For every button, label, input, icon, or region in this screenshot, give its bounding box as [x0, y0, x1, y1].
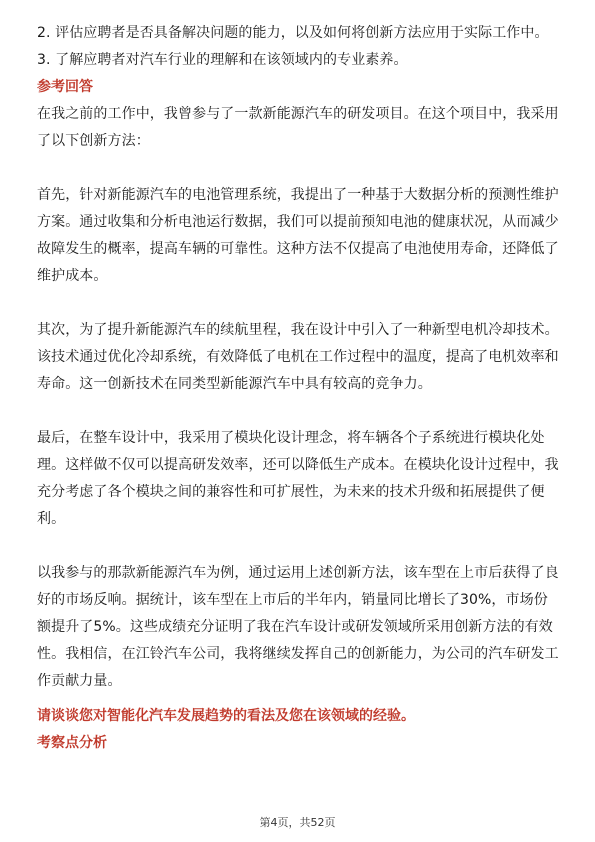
- answer-paragraph: [37, 425, 559, 533]
- intro-point: 2. 评估应聘者是否具备解决问题的能力，以及如何将创新方法应用于实际工作中。: [37, 25, 549, 41]
- page-footer: 第4页，共52页: [259, 816, 336, 829]
- answer-paragraph: [37, 317, 559, 398]
- intro-point: 3. 了解应聘者对汽车行业的理解和在该领域内的专业素养。: [37, 52, 408, 68]
- answer-paragraph: [37, 182, 559, 290]
- answer-paragraph: [37, 101, 559, 155]
- answer-paragraph: [37, 560, 559, 695]
- document-page: [37, 20, 559, 757]
- paragraph-text: 最后，在整车设计中，我采用了模块化设计理念，将车辆各个子系统进行模块化处理。这样做不仅可以提高研发效率，还可以降低生产成本。在模块化设计过程中，我充分考虑了各个模块之间的兼容性和可扩展性，为未来的技术升级和拓展提供了便利。: [37, 430, 559, 527]
- answer-heading: 参考回答: [37, 79, 93, 95]
- paragraph-text: 首先，针对新能源汽车的电池管理系统，我提出了一种基于大数据分析的预测性维护方案。通过收集和分析电池运行数据，我们可以提前预知电池的健康状况，从而减少故障发生的概率，提高车辆的可靠性。这种方法不仅提高了电池使用寿命，还降低了维护成本。: [37, 187, 559, 284]
- paragraph-text: 在我之前的工作中，我曾参与了一款新能源汽车的研发项目。在这个项目中，我采用了以下创新方法：: [37, 106, 559, 149]
- paragraph-text: 其次，为了提升新能源汽车的续航里程，我在设计中引入了一种新型电机冷却技术。该技术通过优化冷却系统，有效降低了电机在工作过程中的温度，提高了电机效率和寿命。这一创新技术在同类型新能源汽车中具有较高的竞争力。: [37, 322, 559, 392]
- analysis-heading: 考察点分析: [37, 735, 107, 751]
- next-question: 请谈谈您对智能化汽车发展趋势的看法及您在该领域的经验。: [37, 708, 415, 724]
- paragraph-text: 以我参与的那款新能源汽车为例，通过运用上述创新方法，该车型在上市后获得了良好的市场反响。据统计，该车型在上市后的半年内，销量同比增长了30%，市场份额提升了5%。这些成绩充分证明了我在汽车设计或研发领域所采用创新方法的有效性。我相信，在江铃汽车公司，我将继续发挥自己的创新能力，为公司的汽车研发工作贡献力量。: [37, 565, 559, 689]
